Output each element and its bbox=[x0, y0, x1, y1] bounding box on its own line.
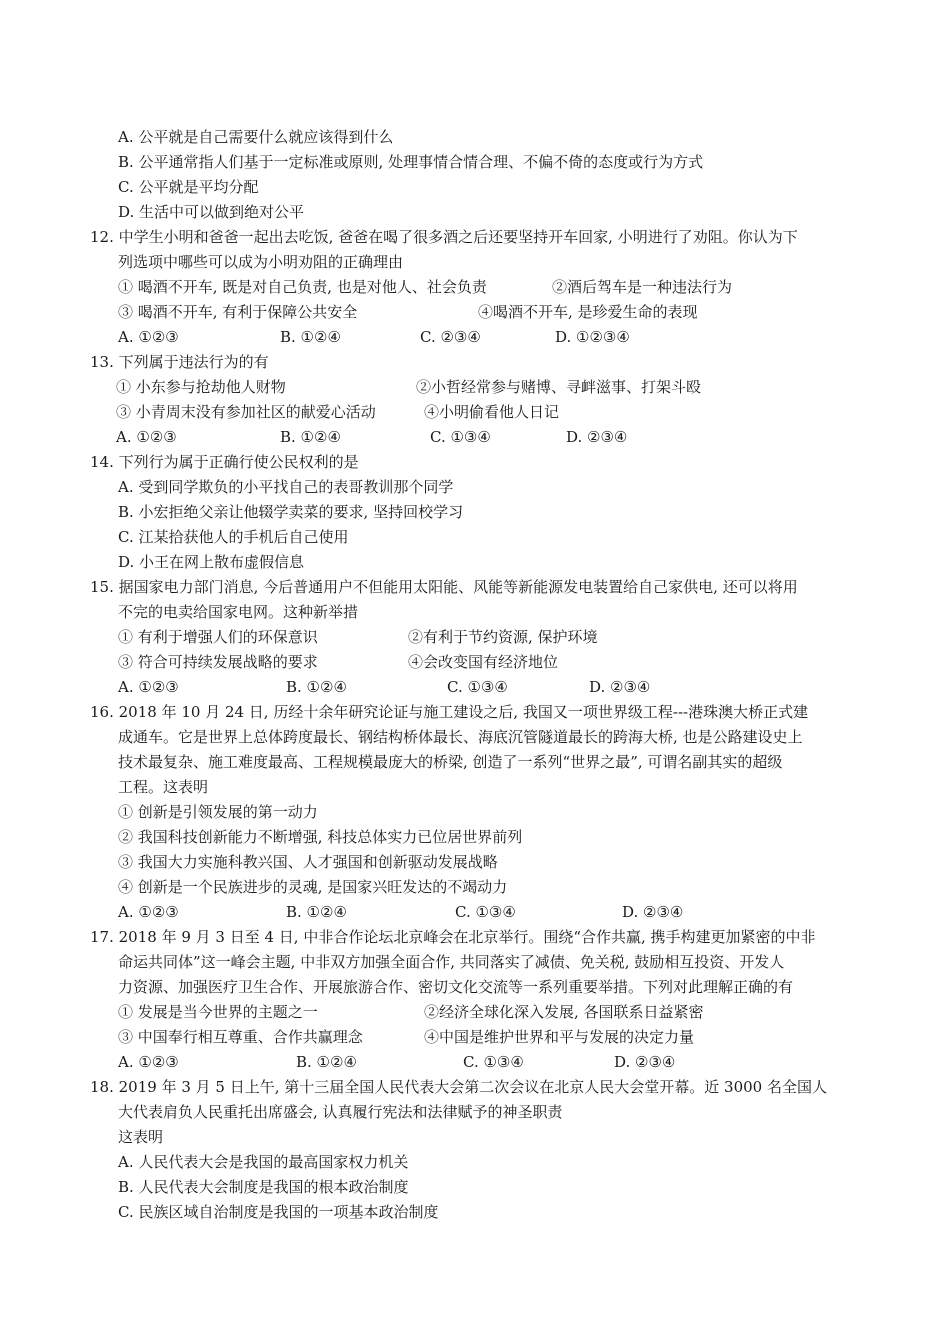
q13-statement-2: ②小哲经常参与赌博、寻衅滋事、打架斗殴 bbox=[416, 378, 702, 396]
q17-stem-line-1: 17. 2018 年 9 月 3 日至 4 日, 中非合作论坛北京峰会在北京举行。围绕“合作共赢, 携手构建更加紧密的中非 bbox=[90, 928, 816, 946]
q12-statement-3: ③ 喝酒不开车, 有利于保障公共安全 bbox=[118, 303, 358, 321]
q17-stem-line-3: 力资源、加强医疗卫生合作、开展旅游合作、密切文化交流等一系列重要举措。下列对此理解正确的有 bbox=[118, 978, 794, 996]
q12-statement-2: ②酒后驾车是一种违法行为 bbox=[552, 278, 733, 296]
q17-statement-1: ① 发展是当今世界的主题之一 bbox=[118, 1003, 318, 1021]
q13-option-a: A. ①②③ bbox=[116, 428, 177, 446]
q12-option-a: A. ①②③ bbox=[118, 328, 179, 346]
q18-option-c: C. 民族区域自治制度是我国的一项基本政治制度 bbox=[118, 1203, 439, 1221]
q15-option-d: D. ②③④ bbox=[589, 678, 651, 696]
q14-option-a: A. 受到同学欺负的小平找自己的表哥教训那个同学 bbox=[118, 478, 454, 496]
q16-option-b: B. ①②④ bbox=[286, 903, 347, 921]
q17-stem-line-2: 命运共同体”这一峰会主题, 中非双方加强全面合作, 共同落实了减债、免关税, 鼓励相互投资、开发人 bbox=[118, 953, 785, 971]
q14-option-c: C. 江某拾获他人的手机后自己使用 bbox=[118, 528, 349, 546]
q17-option-d: D. ②③④ bbox=[614, 1053, 676, 1071]
q15-stem-line-1: 15. 据国家电力部门消息, 今后普通用户不但能用太阳能、风能等新能源发电装置给自己家供电, 还可以将用 bbox=[90, 578, 798, 596]
q13-statement-4: ④小明偷看他人日记 bbox=[424, 403, 560, 421]
q17-option-a: A. ①②③ bbox=[118, 1053, 179, 1071]
q13-statement-3: ③ 小青周末没有参加社区的献爱心活动 bbox=[116, 403, 376, 421]
q13-option-c: C. ①③④ bbox=[430, 428, 491, 446]
q12-statement-1: ① 喝酒不开车, 既是对自己负责, 也是对他人、社会负责 bbox=[118, 278, 487, 296]
q16-option-d: D. ②③④ bbox=[622, 903, 684, 921]
q17-option-c: C. ①③④ bbox=[463, 1053, 524, 1071]
q14-option-d: D. 小王在网上散布虚假信息 bbox=[118, 553, 305, 571]
q12-option-d: D. ①②③④ bbox=[555, 328, 630, 346]
q17-statement-4: ④中国是维护世界和平与发展的决定力量 bbox=[424, 1028, 695, 1046]
q18-stem-line-1: 18. 2019 年 3 月 5 日上午, 第十三届全国人民代表大会第二次会议在北京人民大会堂开幕。近 3000 名全国人 bbox=[90, 1078, 827, 1096]
q12-option-c: C. ②③④ bbox=[420, 328, 481, 346]
q13-option-d: D. ②③④ bbox=[566, 428, 628, 446]
q12-statement-4: ④喝酒不开车, 是珍爱生命的表现 bbox=[478, 303, 698, 321]
q16-statement-3: ③ 我国大力实施科教兴国、人才强国和创新驱动发展战略 bbox=[118, 853, 498, 871]
q11-option-a: A. 公平就是自己需要什么就应该得到什么 bbox=[118, 128, 394, 146]
q13-statement-1: ① 小东参与抢劫他人财物 bbox=[116, 378, 286, 396]
q11-option-d: D. 生活中可以做到绝对公平 bbox=[118, 203, 305, 221]
q15-statement-1: ① 有利于增强人们的环保意识 bbox=[118, 628, 318, 646]
q17-statement-3: ③ 中国奉行相互尊重、合作共赢理念 bbox=[118, 1028, 363, 1046]
q15-option-a: A. ①②③ bbox=[118, 678, 179, 696]
q17-option-b: B. ①②④ bbox=[296, 1053, 357, 1071]
q16-statement-4: ④ 创新是一个民族进步的灵魂, 是国家兴旺发达的不竭动力 bbox=[118, 878, 508, 896]
q14-stem: 14. 下列行为属于正确行使公民权利的是 bbox=[90, 453, 359, 471]
q16-stem-line-4: 工程。这表明 bbox=[118, 778, 209, 796]
q11-option-c: C. 公平就是平均分配 bbox=[118, 178, 259, 196]
q18-stem-line-2: 大代表肩负人民重托出席盛会, 认真履行宪法和法律赋予的神圣职责 bbox=[118, 1103, 563, 1121]
q14-option-b: B. 小宏拒绝父亲让他辍学卖菜的要求, 坚持回校学习 bbox=[118, 503, 464, 521]
q15-statement-3: ③ 符合可持续发展战略的要求 bbox=[118, 653, 318, 671]
q13-option-b: B. ①②④ bbox=[280, 428, 341, 446]
q18-stem-line-3: 这表明 bbox=[118, 1128, 164, 1146]
q16-statement-2: ② 我国科技创新能力不断增强, 科技总体实力已位居世界前列 bbox=[118, 828, 523, 846]
q12-stem-line-2: 列选项中哪些可以成为小明劝阻的正确理由 bbox=[118, 253, 404, 271]
q16-stem-line-1: 16. 2018 年 10 月 24 日, 历经十余年研究论证与施工建设之后, 我国又一项世界级工程---港珠澳大桥正式建 bbox=[90, 703, 809, 721]
q15-statement-4: ④会改变国有经济地位 bbox=[408, 653, 559, 671]
q12-option-b: B. ①②④ bbox=[280, 328, 341, 346]
q15-statement-2: ②有利于节约资源, 保护环境 bbox=[408, 628, 598, 646]
q15-option-c: C. ①③④ bbox=[447, 678, 508, 696]
q12-stem-line-1: 12. 中学生小明和爸爸一起出去吃饭, 爸爸在喝了很多酒之后还要坚持开车回家, 小明进行了劝阻。你认为下 bbox=[90, 228, 798, 246]
q16-option-a: A. ①②③ bbox=[118, 903, 179, 921]
q15-stem-line-2: 不完的电卖给国家电网。这种新举措 bbox=[118, 603, 359, 621]
q13-stem: 13. 下列属于违法行为的有 bbox=[90, 353, 269, 371]
q15-option-b: B. ①②④ bbox=[286, 678, 347, 696]
q11-option-b: B. 公平通常指人们基于一定标准或原则, 处理事情合情合理、不偏不倚的态度或行为方式 bbox=[118, 153, 704, 171]
q18-option-a: A. 人民代表大会是我国的最高国家权力机关 bbox=[118, 1153, 409, 1171]
q16-stem-line-3: 技术最复杂、施工难度最高、工程规模最庞大的桥梁, 创造了一系列“世界之最”, 可谓名副其实的超级 bbox=[118, 753, 783, 771]
q16-option-c: C. ①③④ bbox=[455, 903, 516, 921]
q17-statement-2: ②经济全球化深入发展, 各国联系日益紧密 bbox=[424, 1003, 704, 1021]
q18-option-b: B. 人民代表大会制度是我国的根本政治制度 bbox=[118, 1178, 409, 1196]
q16-stem-line-2: 成通车。它是世界上总体跨度最长、钢结构桥体最长、海底沉管隧道最长的跨海大桥, 也是公路建设史上 bbox=[118, 728, 803, 746]
q16-statement-1: ① 创新是引领发展的第一动力 bbox=[118, 803, 318, 821]
